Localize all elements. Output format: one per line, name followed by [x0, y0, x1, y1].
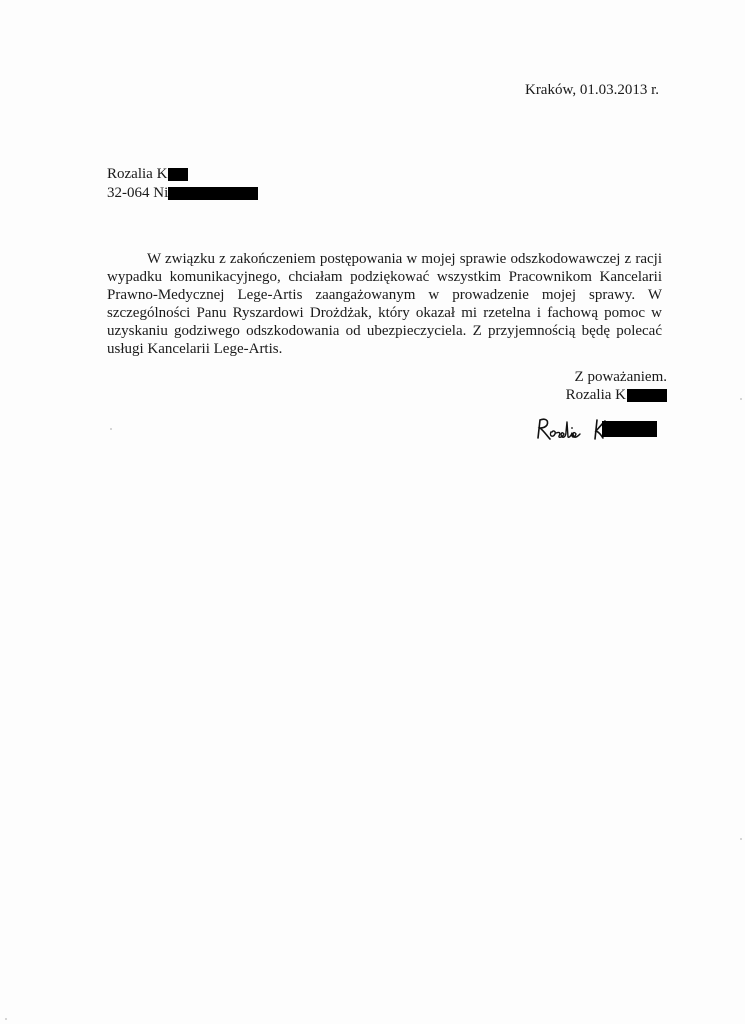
closing-name-line — [566, 386, 667, 404]
scan-speck — [5, 1018, 7, 1020]
scan-speck — [740, 398, 742, 400]
sender-address-line — [107, 184, 258, 203]
sender-name: Rozalia K — [107, 166, 168, 182]
place-and-date: Kraków, 01.03.2013 r. — [524, 82, 659, 98]
handwritten-signature — [535, 412, 660, 446]
sender-block — [107, 165, 258, 203]
closing-block — [566, 368, 667, 404]
sender-address: 32-064 Ni — [107, 185, 169, 201]
closing-name: Rozalia K — [565, 387, 626, 403]
redaction-bar — [168, 187, 258, 200]
sender-name-line — [107, 165, 258, 184]
closing-salutation: Z poważaniem. — [574, 369, 667, 385]
redaction-bar — [627, 389, 667, 402]
scan-speck — [110, 428, 112, 430]
scan-speck — [740, 838, 742, 840]
letter-body: W związku z zakończeniem postępowania w mojej sprawie odszkodowawczej z racji wypadku komunikacyjnego, chciałam podziękować wszystkim Pracownikom Kancelarii Prawno-Medycznej Lege-Artis zaangażowanym w prowadzenie mojej sprawy. W szczególności Panu Ryszardowi Drożdżak, który okazał mi rzetelna i fachową pomoc w uzyskaniu godziwego odszkodowania od ubezpieczyciela. Z przyjemnością będę polecać usługi Kancelarii Lege-Artis. — [107, 251, 662, 357]
redaction-bar — [168, 168, 188, 181]
